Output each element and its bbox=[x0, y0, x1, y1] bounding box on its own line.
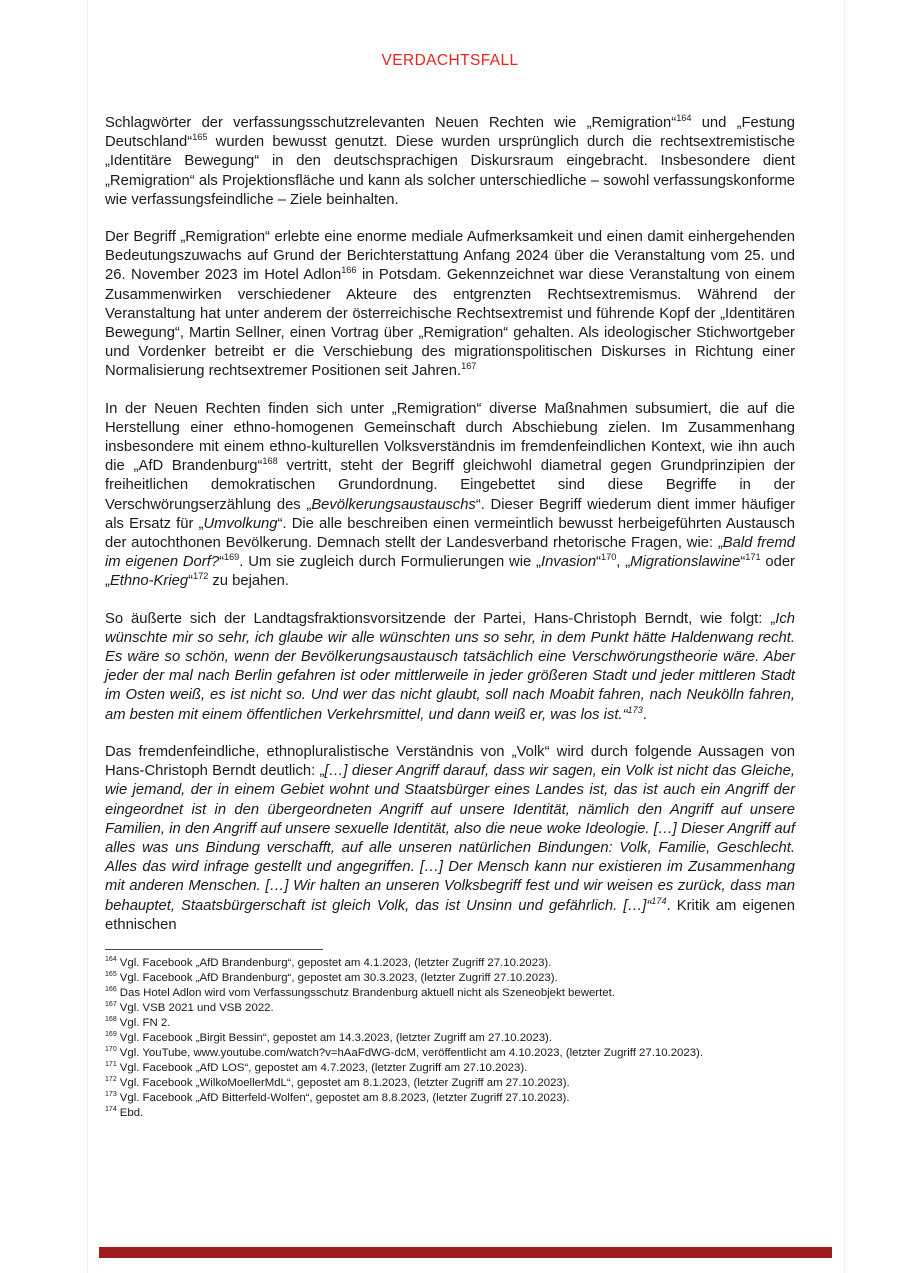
footnote-166 bbox=[105, 986, 800, 1001]
footnote-text: Vgl. Facebook „AfD Bitterfeld-Wolfen“, gepostet am 8.8.2023, (letzter Zugriff 27.10.2023). bbox=[119, 1091, 570, 1104]
footnote-168 bbox=[105, 1016, 800, 1031]
footnote-number: 165 bbox=[105, 971, 117, 979]
footnote-number: 164 bbox=[105, 956, 117, 964]
footnote-text: Vgl. FN 2. bbox=[119, 1016, 171, 1029]
footnote-170 bbox=[105, 1046, 800, 1061]
footnote-text: Vgl. Facebook „WilkoMoellerMdL“, gepostet am 8.1.2023, (letzter Zugriff am 27.10.2023). bbox=[119, 1076, 570, 1089]
paragraph-berndt-quote-2: Das fremdenfeindliche, ethnopluralistische Verständnis von „Volk“ wird durch folgende Aussagen von Hans-Christoph Berndt deutlich: „[…] dieser Angriff darauf, dass wir sagen, ein Volk ist nicht das Gleiche, wie jemand, der in einem Gebiet wohnt und Staatsbürger eines Landes ist, das ist auch ein Angriff der eingeordnet ist in den übergeordneten Angriff auf unsere Identität, nämlich den Angriff auf unsere Familien, in den Angriff auf unsere sexuelle Identität, also die neue woke Ideologie. […] Dieser Angriff auf alles was uns Bindung verschafft, auf alle unseren natürlichen Bindungen: Volk, Familie, Geschlecht. Alles das wird infrage gestellt und angegriffen. […] Der Mensch kann nur existieren im Zusammenhang mit anderen Menschen. […] Wir halten an unseren Volksbegriff fest und wir weisen es zurück, dass man behauptet, Staatsbürgerschaft ist gleich Volk, das ist Unsinn und gefährlich. […]“$^{174}$. Kritik am eigenen ethnischen bbox=[105, 743, 796, 933]
footnote-number: 173 bbox=[105, 1091, 117, 1099]
footnote-text: Vgl. Facebook „AfD Brandenburg“, gepostet am 4.1.2023, (letzter Zugriff 27.10.2023). bbox=[119, 956, 552, 969]
footnotes-section bbox=[105, 956, 800, 1121]
footnote-174 bbox=[105, 1106, 800, 1121]
footnote-text: Ebd. bbox=[119, 1106, 144, 1119]
footnote-text: Vgl. Facebook „Birgit Bessin“, gepostet am 14.3.2023, (letzter Zugriff am 27.10.2023). bbox=[119, 1031, 552, 1044]
page-left-edge bbox=[87, 0, 88, 1273]
footnote-number: 169 bbox=[105, 1031, 117, 1039]
footnote-number: 166 bbox=[105, 986, 117, 994]
footnote-text: Vgl. YouTube, www.youtube.com/watch?v=hAaFdWG-dcM, veröffentlicht am 4.10.2023, (letzter Zugriff 27.10.2023). bbox=[119, 1046, 703, 1059]
paragraph-keywords: Schlagwörter der verfassungsschutzrelevanten Neuen Rechten wie „Remigration“$^{164}$ und „Festung Deutschland“$^{165}$ wurden bewusst genutzt. Diese wurden ursprünglich durch die rechtsextremistische „Identitäre Bewegung“ in den deutschsprachigen Diskursraum eingebracht. Insbesondere dient „Remigration“ als Projektionsfläche und kann als solcher unterschiedliche – sowohl verfassungskonforme wie verfassungsfeindliche – Ziele beinhalten. bbox=[105, 113, 795, 208]
footnote-164 bbox=[105, 956, 800, 971]
footnote-167 bbox=[105, 1001, 800, 1016]
footnote-169 bbox=[105, 1031, 800, 1046]
paragraph-neue-rechte-massnahmen: In der Neuen Rechten finden sich unter „Remigration“ diverse Maßnahmen subsumiert, die auf die Herstellung einer ethno-homogenen Gemeinschaft durch Abschiebung zielen. Im Zusammenhang insbesondere mit einem ethno-kulturellen Volksverständnis im fremdenfeindlichen Kontext, wie ihn auch die „AfD Brandenburg“$^{168}$ vertritt, steht der Begriff gleichwohl diametral gegen Grundprinzipien der freiheitlichen demokratischen Grundordnung. Eingebettet sind diese Begriffe in der Verschwörungserzählung des „Bevölkerungsaustauschs“. Dieser Begriff wiederum dient immer häufiger als Ersatz für „Umvolkung“. Die alle beschreiben einen vermeintlich bewusst herbeigeführten Austausch der autochthonen Bevölkerung. Demnach stellt der Landesverband rhetorische Fragen, wie: „Bald fremd im eigenen Dorf?“$^{169}$. Um sie zugleich durch Formulierungen wie „Invasion“$^{170}$, „Migrationslawine“$^{171}$ oder „Ethno-Krieg“$^{172}$ zu bejahen. bbox=[105, 400, 795, 590]
document-body bbox=[105, 114, 795, 935]
footnote-text: Vgl. VSB 2021 und VSB 2022. bbox=[119, 1001, 274, 1014]
footnote-text: Das Hotel Adlon wird vom Verfassungsschutz Brandenburg aktuell nicht als Szeneobjekt bewertet. bbox=[119, 986, 615, 999]
footnote-number: 168 bbox=[105, 1016, 117, 1024]
page-right-edge bbox=[844, 0, 845, 1273]
footnote-separator bbox=[105, 949, 323, 950]
page-header-title: VERDACHTSFALL bbox=[381, 52, 519, 69]
footnote-text: Vgl. Facebook „AfD LOS“, gepostet am 4.7.2023, (letzter Zugriff am 27.10.2023). bbox=[119, 1061, 528, 1074]
footnote-172 bbox=[105, 1076, 800, 1091]
footnote-text: Vgl. Facebook „AfD Brandenburg“, gepostet am 30.3.2023, (letzter Zugriff 27.10.2023). bbox=[119, 971, 558, 984]
footer-red-bar bbox=[99, 1247, 832, 1258]
footnote-number: 170 bbox=[105, 1046, 117, 1054]
footnote-171 bbox=[105, 1061, 800, 1076]
footnote-number: 171 bbox=[105, 1061, 117, 1069]
footnote-number: 174 bbox=[105, 1106, 117, 1114]
footnote-number: 172 bbox=[105, 1076, 117, 1084]
footnote-number: 167 bbox=[105, 1001, 117, 1009]
footnote-165 bbox=[105, 971, 800, 986]
paragraph-berndt-quote-1: So äußerte sich der Landtagsfraktionsvorsitzende der Partei, Hans-Christoph Berndt, wie folgt: „Ich wünschte mir so sehr, ich glaube wir alle wünschten uns so sehr, in dem Punkt hätte Haldenwang recht. Es wäre so schön, wenn der Bevölkerungsaustausch tatsächlich eine Verschwörungstheorie wäre. Aber jeder der mal nach Berlin gefahren ist oder mittlerweile in jeder größeren Stadt und jeder mittleren Stadt im Osten weiß, es ist nicht so. Und wer das nicht glaubt, soll nach Moabit fahren, nach Neukölln fahren, am besten mit einem öffentlichen Verkehrsmittel, und dann weiß er, was los ist.“$^{173}$. bbox=[105, 610, 795, 723]
paragraph-remigration-media: Der Begriff „Remigration“ erlebte eine enorme mediale Aufmerksamkeit und einen damit einhergehenden Bedeutungszuwachs auf Grund der Berichterstattung Anfang 2024 über die Veranstaltung vom 25. und 26. November 2023 im Hotel Adlon$^{166}$ in Potsdam. Gekennzeichnet war diese Veranstaltung von einem Zusammenwirken verschiedener Akteure des entgrenzten Rechtsextremismus. Während der Veranstaltung hat unter anderem der österreichische Rechtsextremist und führende Kopf der „Identitären Bewegung“, Martin Sellner, einen Vortrag über „Remigration“ gehalten. Als ideologischer Stichwortgeber und Vordenker betreibt er die Verschiebung des migrationspolitischen Diskurses in Richtung einer Normalisierung rechtsextremer Positionen seit Jahren.$^{167}$ bbox=[105, 229, 795, 380]
footnote-173 bbox=[105, 1091, 800, 1106]
